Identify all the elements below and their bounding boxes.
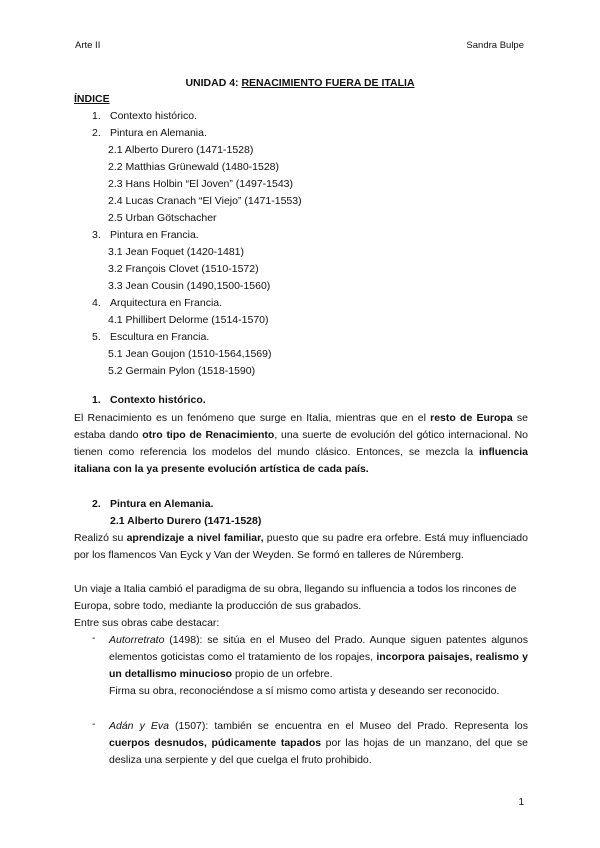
s1-text-3: , una suerte de evolución del gótico internacional. No tienen como referencia los modelos del mundo clásico. Entonces, se mezcla la — [74, 429, 528, 458]
section1-number: 1. — [92, 394, 101, 406]
toc-entry: 2.2 Matthias Grünewald (1480-1528) — [108, 161, 280, 173]
s1-text-2: se estaba dando — [74, 412, 529, 441]
s1-text-1: El Renacimiento es un fenómeno que surge en Italia, mientras que en el — [74, 412, 431, 424]
section2-heading: Pintura en Alemania. — [110, 498, 214, 510]
b1-text-a: (1498): se sitúa en el Museo del Prado. Aunque siguen patentes algunos elementos goticistas como el tratamiento de los ropajes, — [109, 634, 528, 663]
bullet-autorretrato — [109, 632, 528, 700]
toc-number: 4. — [92, 297, 101, 309]
toc-entry: 3.3 Jean Cousin (1490,1500-1560) — [108, 280, 271, 292]
bullet-adan-y-eva — [109, 718, 528, 769]
section1-heading: Contexto histórico. — [110, 394, 206, 406]
bullet-marker-1: - — [92, 632, 96, 644]
toc-entry: Pintura en Alemania. — [110, 127, 207, 139]
toc-entry: 5.2 Germain Pylon (1518-1590) — [108, 365, 256, 377]
b2-text-c: por las hojas de un manzano, del que se desliza una serpiente y del que cuelga el fruto prohibido. — [109, 737, 529, 766]
s1-bold-3: influencia italiana con la ya presente evolución artística de cada país. — [74, 446, 528, 475]
b1-title: Autorretrato — [109, 634, 165, 646]
section1-paragraph — [74, 410, 528, 478]
durero-paragraph-2: Un viaje a Italia cambió el paradigma de su obra, llegando su influencia a todos los rincones de Europa, sobre todo, mediante la producción de sus grabados. — [74, 583, 517, 612]
p1-text-a: Realizó su — [74, 532, 127, 544]
toc-entry: Contexto histórico. — [110, 110, 197, 122]
toc-number: 2. — [92, 127, 101, 139]
b2-title: Adán y Eva — [109, 720, 169, 732]
toc-entry: 2.1 Alberto Durero (1471-1528) — [108, 144, 254, 156]
toc-entry: 5.1 Jean Goujon (1510-1564,1569) — [108, 348, 272, 360]
durero-paragraph-1 — [74, 530, 528, 564]
b1-text-c: propio de un orfebre. — [232, 668, 333, 680]
p1-text-c: puesto que su padre era orfebre. Está muy influenciado por los flamencos Van Eyck y Van der Weyden. Se formó en talleres de Núremberg. — [74, 532, 528, 561]
toc-entry: Pintura en Francia. — [110, 229, 199, 241]
toc-entry: 3.2 François Clovet (1510-1572) — [108, 263, 259, 275]
s1-bold-2: otro tipo de Renacimiento — [142, 429, 275, 441]
toc-entry: 4.1 Phillibert Delorme (1514-1570) — [108, 314, 269, 326]
toc-entry: Escultura en Francia. — [110, 331, 210, 343]
durero-paragraph-3: Entre sus obras cabe destacar: — [74, 617, 220, 629]
b2-text-a: (1507): también se encuentra en el Museo del Prado. Representa los — [168, 720, 529, 732]
section2-number: 2. — [92, 498, 101, 510]
toc-number: 1. — [92, 110, 101, 122]
toc-entry: 3.1 Jean Foquet (1420-1481) — [108, 246, 245, 258]
section2-subheading: 2.1 Alberto Durero (1471-1528) — [110, 515, 262, 527]
toc-number: 3. — [92, 229, 101, 241]
page-title — [0, 77, 600, 89]
toc-number: 5. — [92, 331, 101, 343]
bullet-marker-2: - — [92, 718, 96, 730]
p1-bold: aprendizaje a nivel familiar, — [126, 532, 264, 544]
page-number: 1 — [518, 797, 524, 808]
title-prefix: UNIDAD 4: — [185, 77, 242, 89]
b1-text-d: Firma su obra, reconociéndose a sí mismo como artista y deseando ser reconocido. — [109, 685, 500, 697]
toc-entry: 2.4 Lucas Cranach “El Viejo” (1471-1553) — [108, 195, 302, 207]
header-course: Arte II — [75, 40, 101, 51]
header-author: Sandra Bulpe — [466, 40, 524, 51]
b2-bold: cuerpos desnudos, púdicamente tapados — [109, 737, 322, 749]
index-heading: ÍNDICE — [74, 93, 110, 105]
toc-entry: 2.3 Hans Holbin “El Joven” (1497-1543) — [108, 178, 294, 190]
b1-bold: incorpora paisajes, realismo y un detallismo minucioso — [109, 651, 528, 680]
toc-entry: Arquitectura en Francia. — [110, 297, 223, 309]
title-underlined: RENACIMIENTO FUERA DE ITALIA — [241, 77, 415, 89]
s1-bold-1: resto de Europa — [430, 412, 513, 424]
toc-entry: 2.5 Urban Götschacher — [108, 212, 217, 224]
